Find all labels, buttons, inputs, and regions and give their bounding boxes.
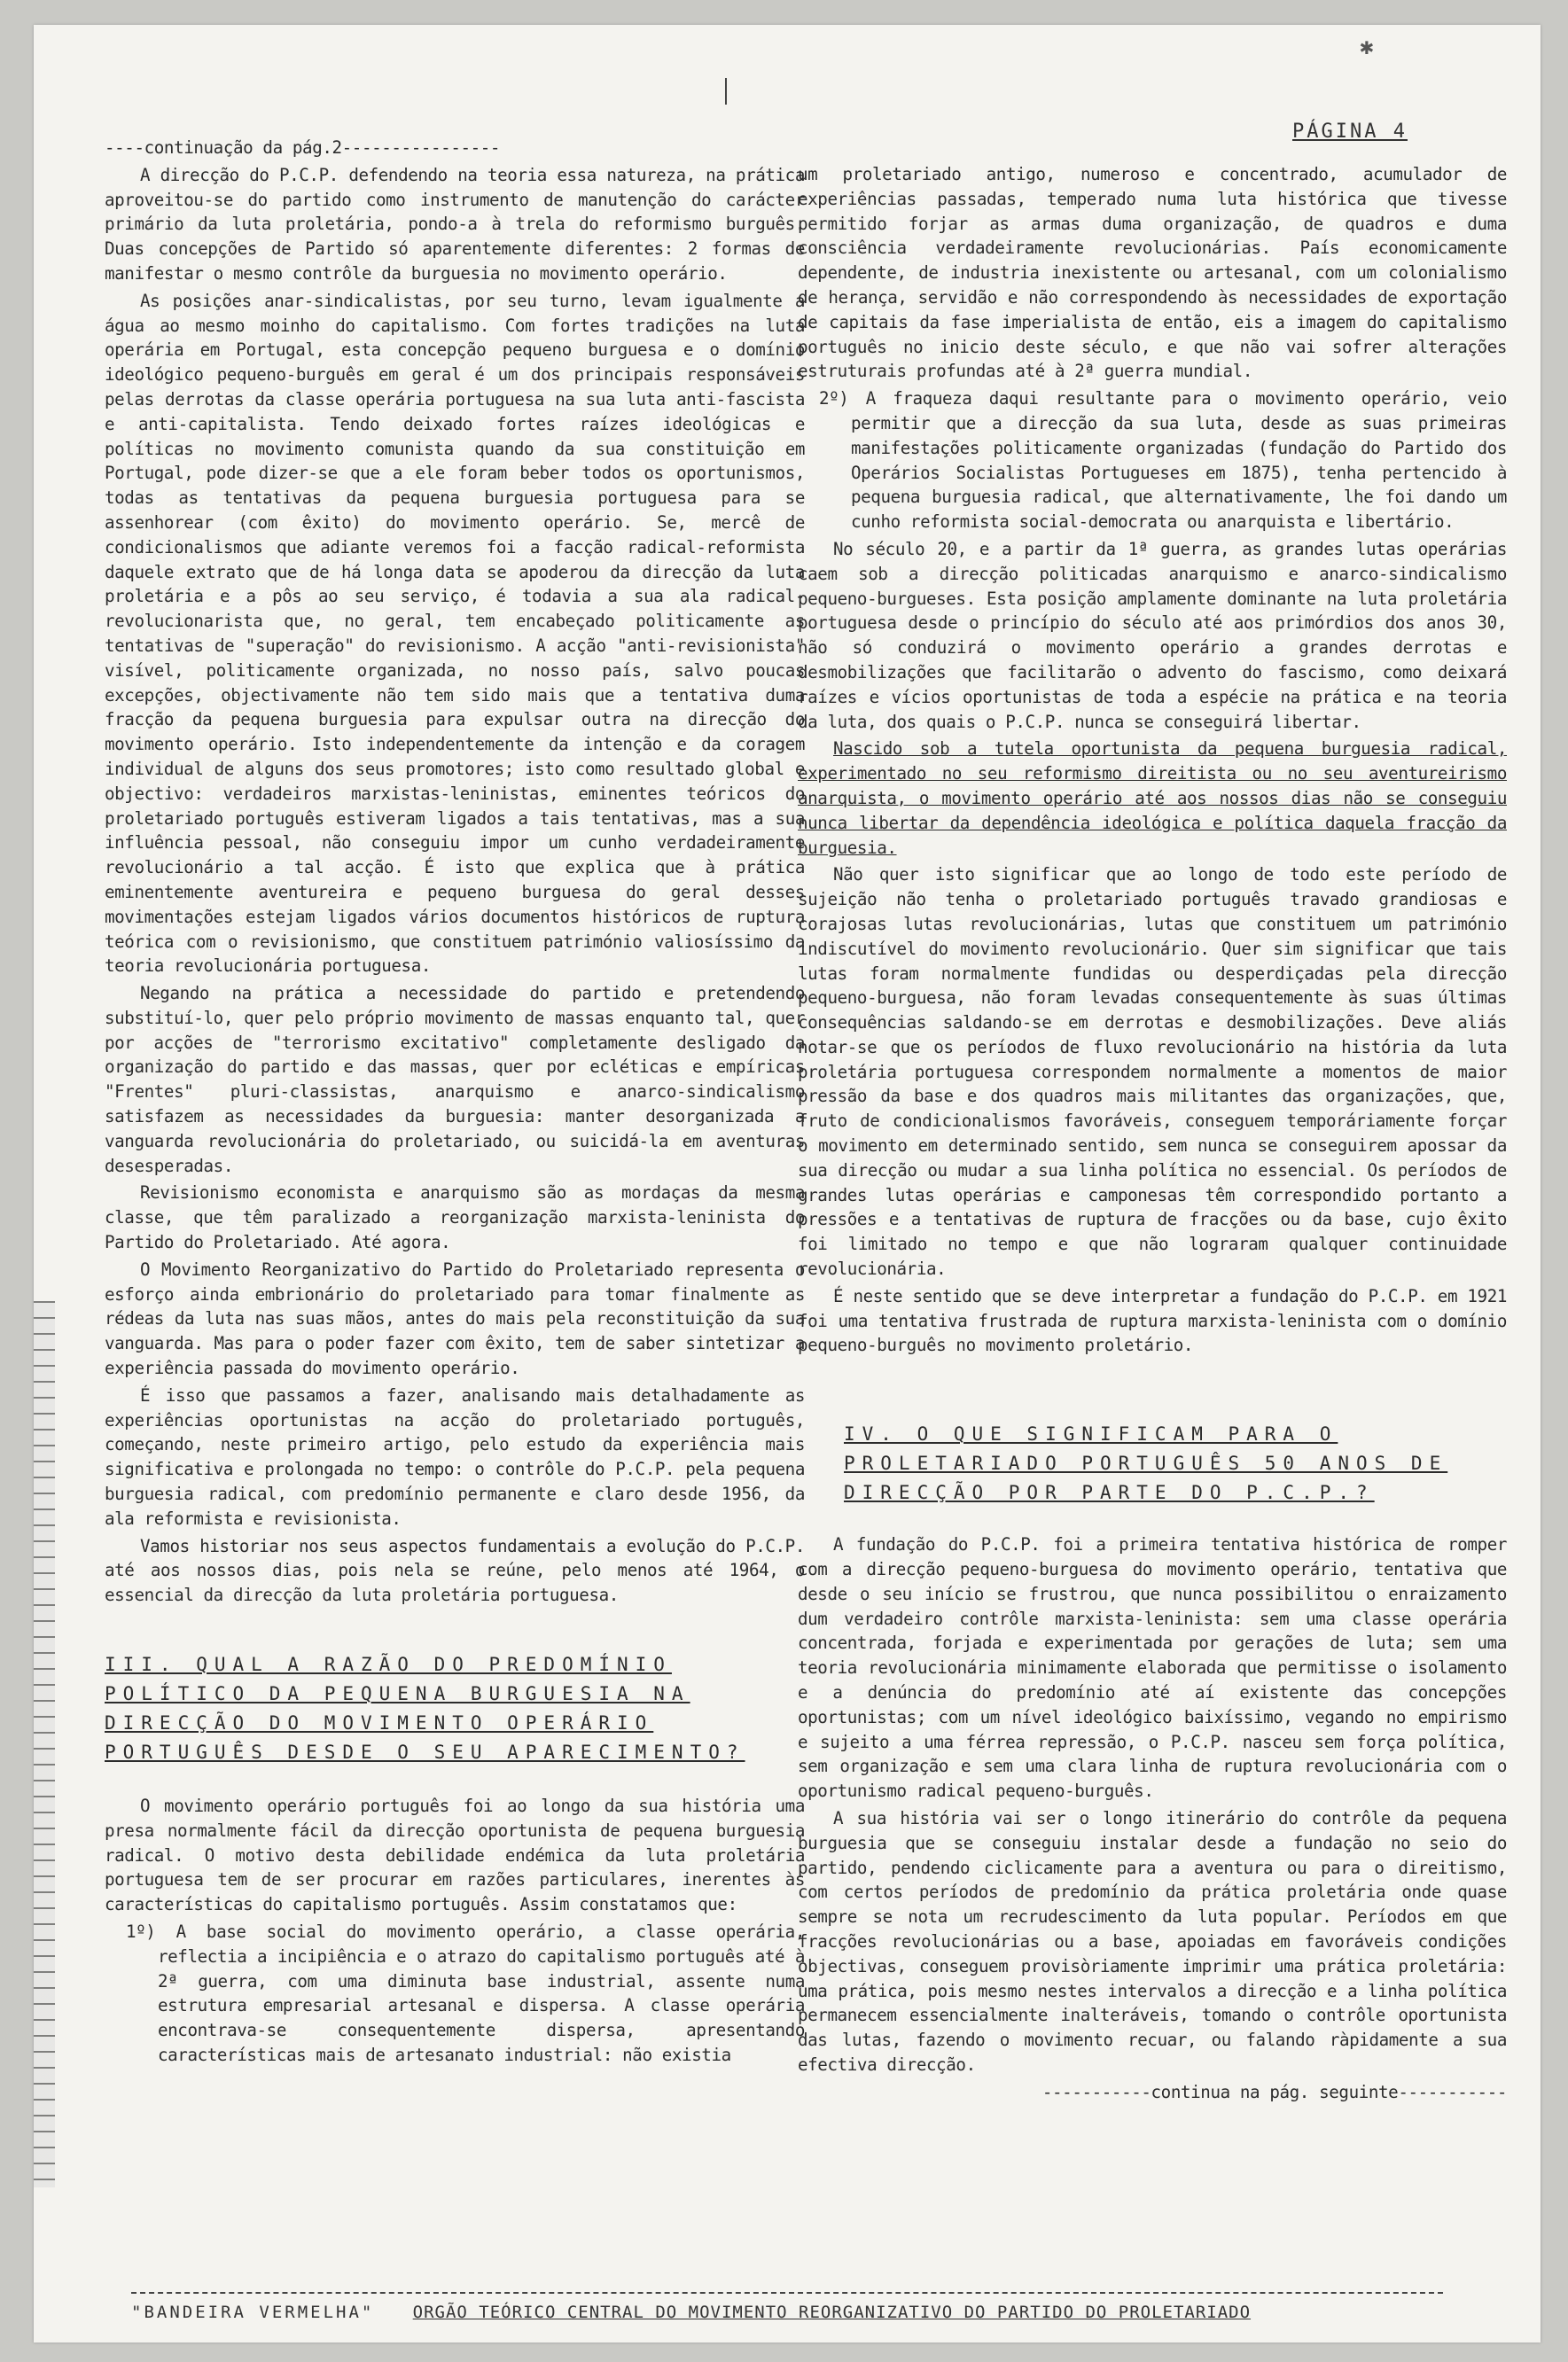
paragraph: É neste sentido que se deve interpretar a fundação do P.C.P. em 1921 foi uma tentativa frustrada de ruptura marxista-leninista com o domínio pequeno-burguês no movimento proletário. <box>798 1285 1507 1356</box>
masthead: "BANDEIRA VERMELHA" <box>131 2303 375 2322</box>
list-item-continuation: um proletariado antigo, numeroso e concentrado, acumulador de experiências passadas, temperado numa luta histórica que tivesse permitido forjar as armas duma organização, de quadros e duma consciência verdadeiramente revolucionárias. País economicamente dependente, de industria inexistente ou artesanal, com um colonialismo de herança, servidão e não correspondendo às necessidades de exportação de capitais da fase imperialista de então, eis a imagem do capitalismo português no inicio deste século, e que não vai sofrer alterações estruturais profundas até à 2ª guerra mundial. <box>798 164 1507 382</box>
list-item: 1º) A base social do movimento operário, a classe operária, reflectia a incipiência e o atrazo do capitalismo português até à 2ª guerra, com uma diminuta base industrial, assente numa estrutura empresarial artesanal e dispersa. A classe operária encontrava-se consequentemente dispersa, apresentando características mais de artesanato industrial: não existia <box>126 1922 805 2065</box>
left-column <box>105 136 805 2070</box>
page-number: PÁGINA 4 <box>1292 121 1408 143</box>
section-title-iii: III. QUAL A RAZÃO DO PREDOMÍNIO POLÍTICO DA PEQUENA BURGUESIA NA DIRECÇÃO DO MOVIMENTO OPERÁRIO PORTUGUÊS DESDE O SEU APARECIMENTO? <box>105 1654 745 1764</box>
scan-ruler <box>34 1301 55 2187</box>
paragraph: Revisionismo economista e anarquismo são as mordaças da mesma classe, que têm paralizado a reorganização marxista-leninista do Partido do Proletariado. Até agora. <box>105 1182 805 1253</box>
masthead-subtitle: ORGÃO TEÓRICO CENTRAL DO MOVIMENTO REORGANIZATIVO DO PARTIDO DO PROLETARIADO <box>412 2303 1252 2322</box>
paragraph: A direcção do P.C.P. defendendo na teoria essa natureza, na prática aproveitou-se do partido como instrumento de manutenção do carácter primário da luta proletária, pondo-a à trela do reformismo burguês. Duas concepções de Partido só aparentemente diferentes: 2 formas de manifestar o mesmo contrôle da burguesia no movimento operário. <box>105 164 805 284</box>
paragraph: É isso que passamos a fazer, analisando mais detalhadamente as experiências oportunistas na acção do proletariado português, começando, neste primeiro artigo, pelo estudo da experiência mais significativa e prolongada no tempo: o contrôle do P.C.P. pela pequena burguesia radical, com predomínio permanente e claro desde 1956, da ala reformista e revisionista. <box>105 1384 805 1529</box>
page-footer <box>131 2292 1443 2322</box>
paragraph: A sua história vai ser o longo itinerário do contrôle da pequena burguesia que se conseguiu instalar desde a fundação no seio do partido, pendendo ciclicamente para a aventura ou para o direitismo, com certos períodos de predomínio da prática proletária onde quase sempre se nota um recrudescimento da luta popular. Períodos em que fracções revolucionárias ou a base, apoiadas em favoráveis condições objectivas, conseguem provisòriamente imprimir uma prática proletária: uma prática, pois mesmo nestes intervalos a direcção e a linha política permanecem essencialmente inalteráveis, tomando o contrôle oportunista das lutas, fazendo o movimento recuar, ou falando ràpidamente a sua efectiva direcção. <box>798 1808 1507 2075</box>
paragraph: Nascido sob a tutela oportunista da pequena burguesia radical, experimentado no seu reformismo direitista ou no seu aventureirismo anarquista, o movimento operário até aos nossos dias não se conseguiu nunca libertar da dependência ideológica e política daquela fracção da burguesia. <box>798 738 1507 858</box>
continuation-header: ----continuação da pág.2---------------- <box>105 137 501 158</box>
paragraph: Vamos historiar nos seus aspectos fundamentais a evolução do P.C.P. até aos nossos dias, pois nela se reúne, pelo menos até 1964, o essencial da direcção da luta proletária portuguesa. <box>105 1535 805 1606</box>
paragraph: Não quer isto significar que ao longo de todo este período de sujeição não tenha o proletariado português travado grandiosas e corajosas lutas revolucionárias, lutas que constituem um património indiscutível do movimento revolucionário. Quer sim significar que tais lutas foram normalmente fundidas ou desperdiçadas pela direcção pequeno-burguesa, não foram levadas consequentemente às suas últimas consequências saldando-se em derrotas e desmobilizações. Deve aliás notar-se que os períodos de fluxo revolucionário na história da luta proletária portuguesa correspondem normalmente a momentos de maior pressão da base e dos quadros mais militantes das organizações, que, fruto de condicionalismos favoráveis, conseguem temporáriamente forçar o movimento em determinado sentido, sem nunca se conseguirem apossar da sua direcção ou mudar a sua linha política no essencial. Os períodos de grandes lutas operárias e camponesas têm correspondido portanto a pressões e a tentativas de ruptura de fracções ou da base, cujo êxito foi limitado no tempo e que não lograram qualquer continuidade revolucionária. <box>798 864 1507 1280</box>
paragraph: No século 20, e a partir da 1ª guerra, as grandes lutas operárias caem sob a direcção politicadas anarquismo e anarco-sindicalismo pequeno-burgueses. Esta posição amplamente dominante na luta proletária portuguesa desde o princípio do século até aos primórdios dos anos 30, não só conduzirá o movimento operário a grandes derrotas e desmobilizações que facilitarão o advento do fascismo, como deixará raízes e vícios oportunistas de toda a espécie na prática e na teoria da luta, dos quais o P.C.P. nunca se conseguirá libertar. <box>798 538 1507 732</box>
paragraph: O Movimento Reorganizativo do Partido do Proletariado representa o esforço ainda embrionário do proletariado para tomar finalmente as rédeas da luta nas suas mãos, antes do mais pela reconstituição da sua vanguarda. Mas para o poder fazer com êxito, tem de saber sintetizar a experiência passada do movimento operário. <box>105 1259 805 1379</box>
fold-mark <box>725 78 727 105</box>
document-page <box>34 25 1541 2343</box>
right-column <box>798 162 1507 2108</box>
paragraph: O movimento operário português foi ao longo da sua história uma presa normalmente fácil da direcção oportunista de pequena burguesia radical. O motivo desta debilidade endémica da luta proletária portuguesa tem de ser procurar em razões particulares, inerentes às características do capitalismo português. Assim constatamos que: <box>105 1796 805 1915</box>
section-title-iv: IV. O QUE SIGNIFICAM PARA O PROLETARIADO PORTUGUÊS 50 ANOS DE DIRECÇÃO POR PARTE DO P.C.P.? <box>844 1423 1448 1504</box>
paragraph: Negando na prática a necessidade do partido e pretendendo substituí-lo, quer pelo próprio movimento de massas enquanto tal, quer por acções de "terrorismo excitativo" completamente desligado da organização do partido e das massas, quer por ecléticas e empíricas "Frentes" pluri-classistas, anarquismo e anarco-sindicalismo satisfazem as necessidades da burguesia: manter desorganizada a vanguarda revolucionária do proletariado, ou suicidá-la em aventuras desesperadas. <box>105 983 805 1176</box>
continuation-footer: -----------continua na pág. seguinte----------- <box>1041 2081 1507 2102</box>
list-item: 2º) A fraqueza daqui resultante para o movimento operário, veio permitir que a direcção da sua luta, desde as suas primeiras manifestações politicamente organizadas (fundação do Partido dos Operários Socialistas Portugueses em 1875), tenha pertencido à pequena burguesia radical, que alternativamente, lhe foi dando um cunho reformista social-democrata ou anarquista e libertário. <box>819 388 1507 533</box>
paragraph: As posições anar-sindicalistas, por seu turno, levam igualmente a água ao mesmo moinho do capitalismo. Com fortes tradições na luta operária em Portugal, esta concepção pequeno burguesa e o domínio ideológico pequeno-burguês em geral é um dos principais responsáveis pelas derrotas da classe operária portuguesa na sua luta anti-fascista e anti-capitalista. Tendo deixado fortes raízes ideológicas e políticas no movimento comunista quando da sua constituição em Portugal, pode dizer-se que a ele foram beber todos os oportunismos, todas as tentativas da pequena burguesia portuguesa para se assenhorear (com êxito) do movimento operário. Se, mercê de condicionalismos que adiante veremos foi a facção radical-reformista daquele extrato que de há longa data se apoderou da direcção da luta proletária e a pôs ao seu serviço, é todavia a sua ala radical-revolucionarista que, no geral, tem encabeçado politicamente as tentativas de "superação" do revisionismo. A acção "anti-revisionista" visível, politicamente organizada, no nosso país, salvo poucas excepções, objectivamente não tem sido mais que a tentativa duma fracção da pequena burguesia para expulsar outra na direcção do movimento operário. Isto independentemente da intenção e da coragem individual de alguns dos seus promotores; isto como resultado global e objectivo: verdadeiros marxistas-leninistas, eminentes teóricos do proletariado português estiveram ligados a tais tentativas, mas a sua influência pessoal, não conseguiu impor um cunho verdadeiramente revolucionário a tal acção. É isto que explica que à prática eminentemente aventureira e pequeno burguesa do geral desses movimentações estejam ligados vários documentos históricos de ruptura teórica com o revisionismo, que constituem património valiosíssimo da teoria revolucionária portuguesa. <box>105 290 805 977</box>
paragraph: A fundação do P.C.P. foi a primeira tentativa histórica de romper com a direcção pequeno-burguesa do movimento operário, tentativa que desde o seu início se frustrou, que nunca possibilitou o enraizamento dum verdadeiro contrôle marxista-leninista: sem uma classe operária concentrada, forjada e experimentada por gerações de luta; sem uma teoria revolucionária minimamente elaborada que permitisse o isolamento e a denúncia do predomínio até aí existente das concepções oportunistas; com um nível ideológico baixíssimo, vegando no empirismo e sujeito a uma férrea repressão, o P.C.P. nasceu sem força política, sem organização e sem uma clara linha de ruptura revolucionária com o oportunismo radical pequeno-burguês. <box>798 1534 1507 1802</box>
scan-mark: ✱ <box>1360 34 1374 60</box>
